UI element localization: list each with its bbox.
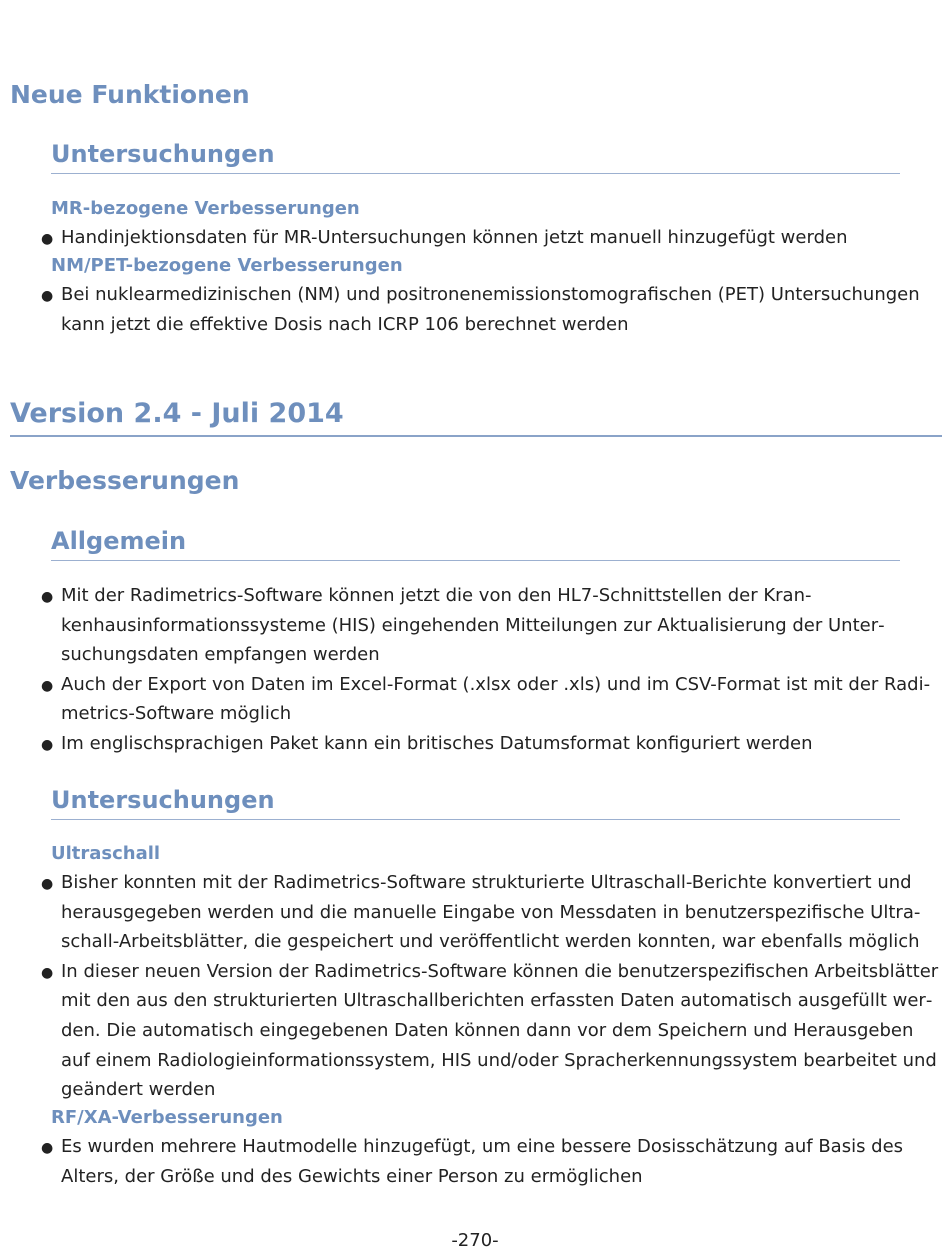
bullet-icon: ● [41,288,54,304]
bullet-icon: ● [41,736,54,753]
list-item [41,868,941,957]
nm-pet-list [41,280,941,339]
subsection-title-general: Allgemein [51,527,900,561]
ultrasound-list [41,868,941,1105]
list-item-text: Bei nuklearmedizinischen (NM) und positronenemissionstomografischen (PET) Untersuchungen kann jetzt die effektive Dosis nach ICRP 106 berechnet werden [61,284,920,335]
subsection-title-exams-2: Untersuchungen [51,786,900,820]
bullet-icon: ● [41,964,54,981]
list-item [41,223,941,253]
section-title-improvements: Verbesserungen [10,466,240,495]
list-item-text: Auch der Export von Daten im Excel-Format (.xlsx oder .xls) und im CSV-Format ist mit der Radimetrics-Software möglich [61,673,931,725]
list-item [41,581,941,670]
subsection-title-exams: Untersuchungen [51,140,900,174]
topic-title-rf-xa: RF/XA-Verbesserungen [51,1107,283,1128]
list-item [41,957,941,1105]
list-item-text: Handinjektionsdaten für MR-Untersuchungen können jetzt manuell hinzugefügt werden [61,227,848,248]
mr-list [41,223,941,253]
rf-xa-list [41,1132,941,1191]
list-item-text: Mit der Radimetrics-Software können jetzt die von den HL7-Schnittstellen der Krankenhausinformationssysteme (HIS) eingehenden Mitteilungen zur Aktualisierung der Untersuchungsdaten empfangen werden [61,585,885,666]
topic-title-ultrasound: Ultraschall [51,843,161,864]
bullet-icon: ● [41,231,54,247]
version-title: Version 2.4 - Juli 2014 [10,398,942,437]
topic-title-mr: MR-bezogene Verbesserungen [51,198,360,219]
bullet-icon: ● [41,677,54,694]
list-item [41,280,941,339]
list-item-text: Es wurden mehrere Hautmodelle hinzugefügt, um eine bessere Dosisschätzung auf Basis des Alters, der Größe und des Gewichts einer Person zu ermöglichen [61,1136,904,1187]
bullet-icon: ● [41,589,54,605]
bullet-icon: ● [41,1140,54,1156]
bullet-icon: ● [41,876,54,892]
general-list [41,581,941,759]
list-item [41,729,941,759]
topic-title-nm-pet: NM/PET-bezogene Verbesserungen [51,255,403,276]
list-item [41,670,941,729]
list-item-text: Bisher konnten mit der Radimetrics-Software strukturierte Ultraschall-Berichte konvertiert und herausgegeben werden und die manuelle Eingabe von Messdaten in benutzerspezifische Ultraschall-Arbeitsblätter, die gespeichert und veröffentlicht werden konnten, war ebenfalls möglich [61,872,921,953]
list-item-text: In dieser neuen Version der Radimetrics-Software können die benutzerspezifischen Arbeitsblätter mit den aus den strukturierten Ultraschallberichten erfassten Daten automatisch ausgefüllt werden. Die automatisch eingegebenen Daten können dann vor dem Speichern und Herausgeben auf einem Radiologieinformationssystem, HIS und/oder Spracherkennungssystem bearbeitet und geändert werden [61,960,939,1101]
section-title-new-functions: Neue Funktionen [10,80,250,109]
list-item [41,1132,941,1191]
page-number: -270- [451,1230,499,1251]
list-item-text: Im englischsprachigen Paket kann ein britisches Datumsformat konfiguriert werden [61,732,813,754]
